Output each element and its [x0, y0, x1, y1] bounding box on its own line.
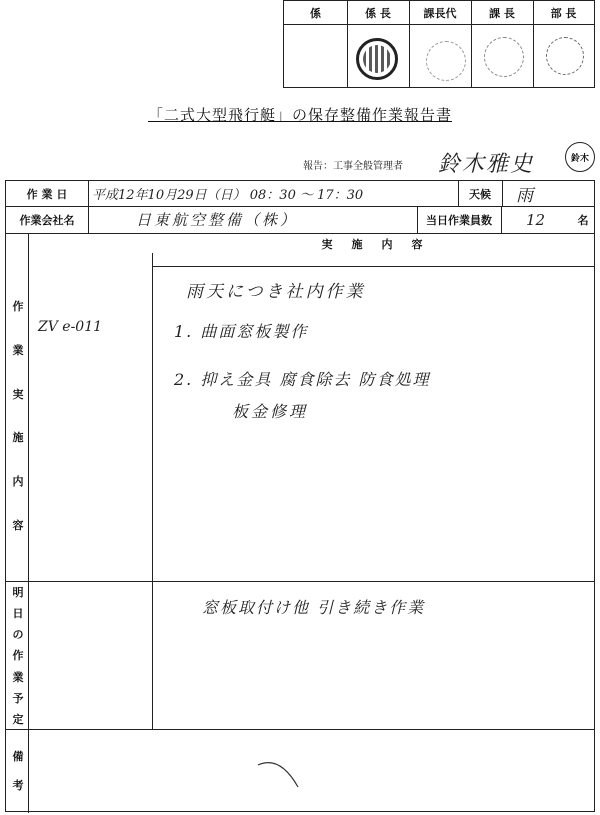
tomorrow-plan-label: 明 日 の 作 業 予 定 [12, 586, 24, 726]
content-header: 実 施 内 容 [321, 238, 427, 251]
document-title: 「二式大型飛行艇」の保存整備作業報告書 [147, 106, 452, 124]
approval-header-kakari: 係 [284, 1, 347, 25]
reporter-signature: 鈴木雅史 [438, 152, 535, 177]
report-form [5, 180, 595, 812]
remarks-label: 備 考 [12, 750, 24, 792]
work-code: ZV e-011 [38, 319, 103, 335]
work-line-2: 1. 曲面窓板製作 [174, 322, 309, 341]
approval-header-kakaricho: 係 長 [347, 1, 409, 25]
reporter-seal-icon: 鈴木 [565, 142, 595, 172]
approval-header-kacho: 課 長 [471, 1, 533, 25]
weather-value: 雨 [516, 186, 533, 206]
work-content-label: 作 業 実 施 内 容 [12, 300, 24, 532]
remarks-pen-stroke [254, 751, 304, 791]
company-label: 作業会社名 [19, 213, 75, 227]
workers-unit: 名 [577, 213, 589, 227]
reporter-label: 報告：工事全般管理者 [303, 161, 403, 172]
workers-value: 12 [526, 210, 546, 229]
work-date-value: 平成12年10月29日（日） 08：30 ～ 17：30 [92, 188, 364, 203]
seal-stamp-icon [546, 37, 584, 75]
workers-label: 当日作業員数 [426, 213, 492, 227]
weather-label: 天候 [469, 187, 491, 201]
company-value: 日東航空整備（株） [136, 211, 299, 229]
work-line-4: 板金修理 [232, 402, 309, 421]
approval-header-bucho: 部 長 [533, 1, 594, 25]
tomorrow-plan-text: 窓板取付け他 引き続き作業 [202, 598, 426, 617]
work-line-3: 2. 抑え金具 腐食除去 防食処理 [174, 370, 431, 389]
seal-stamp-icon [426, 41, 466, 81]
work-line-1: 雨天につき社内作業 [186, 282, 366, 302]
approval-stamp-table [283, 0, 595, 88]
seal-stamp-icon [356, 38, 398, 80]
work-date-label: 作 業 日 [26, 187, 68, 201]
approval-header-kachodai: 課長代 [409, 1, 471, 25]
seal-stamp-icon [484, 37, 524, 77]
